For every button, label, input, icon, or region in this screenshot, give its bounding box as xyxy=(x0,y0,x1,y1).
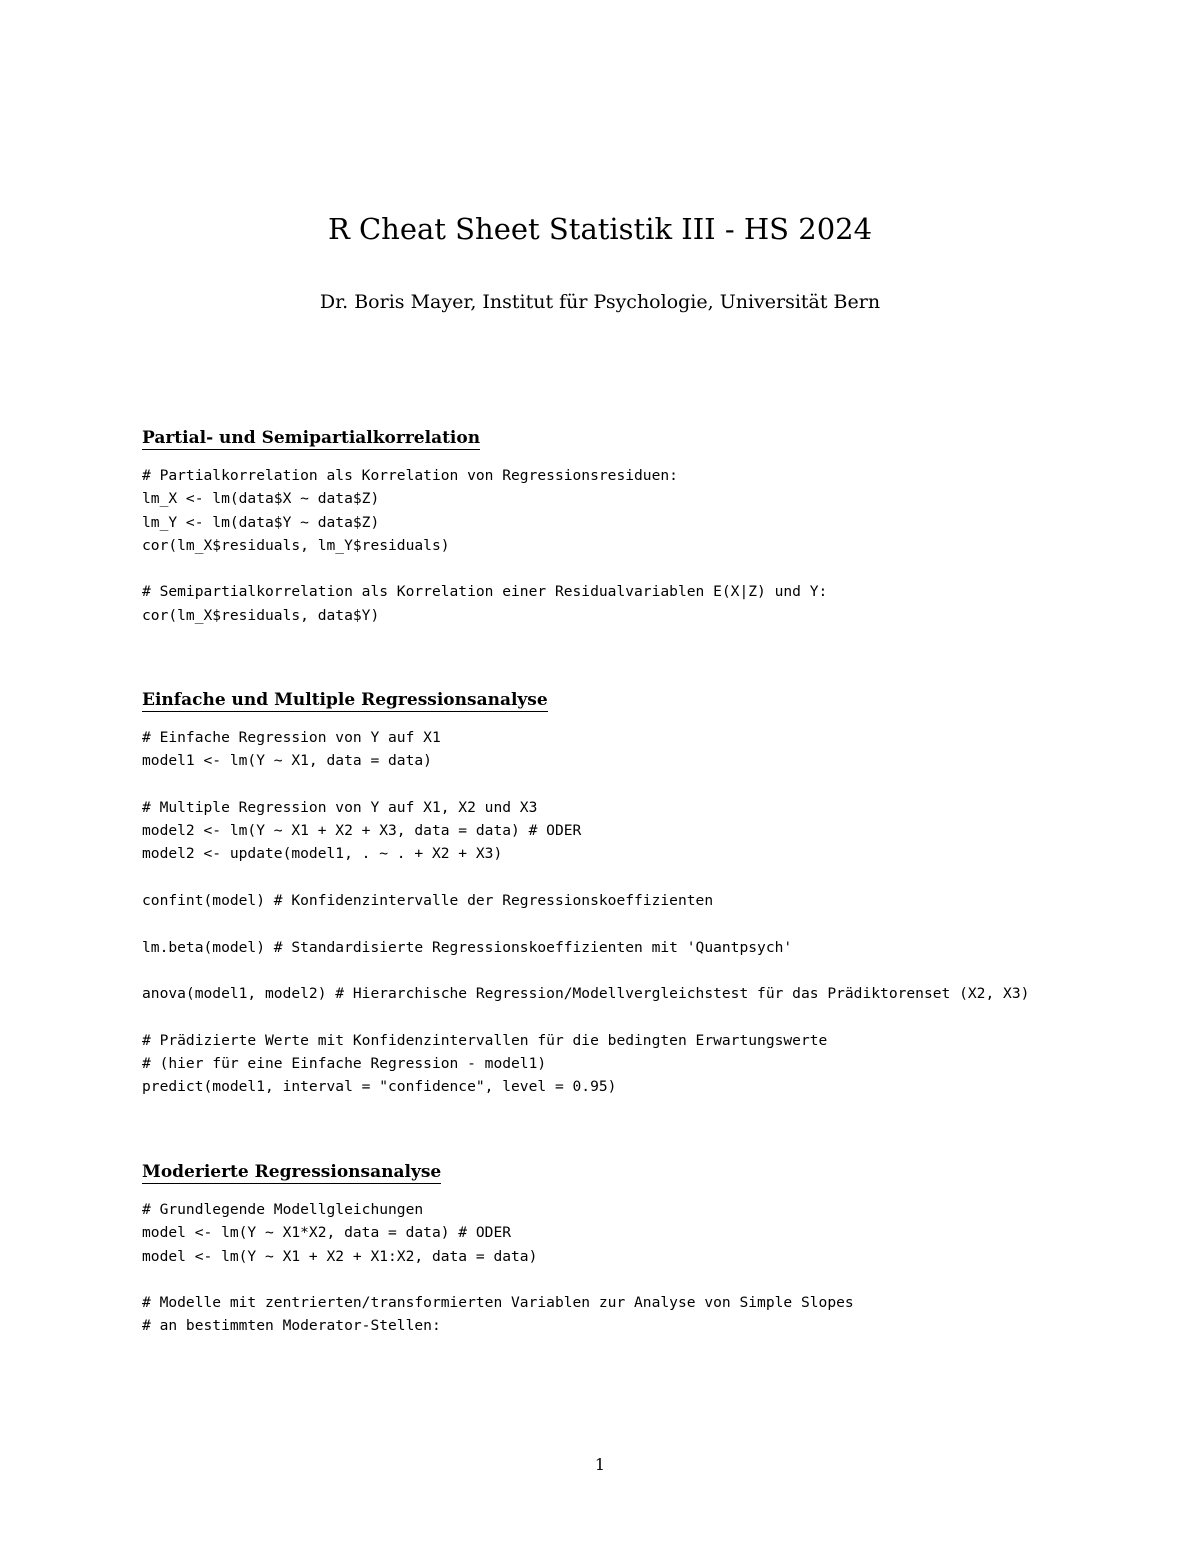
code-block-moderierte-regression xyxy=(142,1198,854,1338)
document-author: Dr. Boris Mayer, Institut für Psychologie, Universität Bern xyxy=(319,291,881,313)
code-line: anova(model1, model2) # Hierarchische Regression/Modellvergleichstest für das Prädiktorenset (X2, X3) xyxy=(142,985,1030,1003)
code-block-partialkorrelation xyxy=(142,464,827,627)
code-line xyxy=(142,1006,1029,1029)
code-line: lm_X <- lm(data$X ~ data$Z) xyxy=(142,490,380,508)
code-line: # Grundlegende Modellgleichungen xyxy=(142,1201,424,1218)
code-line: # Semipartialkorrelation als Korrelation einer Residualvariablen E(X|Z) und Y: xyxy=(142,583,828,601)
code-line: # Multiple Regression von Y auf X1, X2 und X3 xyxy=(142,798,538,816)
code-line xyxy=(142,773,1029,796)
code-line xyxy=(142,959,1029,982)
code-line: # Modelle mit zentrierten/transformierten Variablen zur Analyse von Simple Slopes xyxy=(142,1294,854,1312)
code-line xyxy=(142,557,827,580)
code-line xyxy=(142,1268,854,1291)
code-line: # an bestimmten Moderator-Stellen: xyxy=(142,1317,441,1335)
document-title: R Cheat Sheet Statistik III - HS 2024 xyxy=(327,212,873,246)
code-line xyxy=(142,912,1029,935)
code-line: # Einfache Regression von Y auf X1 xyxy=(142,729,441,746)
code-line: model2 <- lm(Y ~ X1 + X2 + X3, data = data) # ODER xyxy=(142,822,582,840)
page-number: 1 xyxy=(594,1455,606,1474)
code-line: model <- lm(Y ~ X1*X2, data = data) # ODER xyxy=(142,1224,512,1242)
code-line: confint(model) # Konfidenzintervalle der Regressionskoeffizienten xyxy=(142,892,714,910)
section-heading-regressionsanalyse: Einfache und Multiple Regressionsanalyse xyxy=(142,690,548,710)
code-line: lm_Y <- lm(data$Y ~ data$Z) xyxy=(142,513,380,531)
code-line: # (hier für eine Einfache Regression - model1) xyxy=(142,1055,547,1073)
code-line: cor(lm_X$residuals, lm_Y$residuals) xyxy=(142,536,450,554)
code-line: model <- lm(Y ~ X1 + X2 + X1:X2, data = data) xyxy=(142,1247,538,1265)
section-heading-moderierte-regression: Moderierte Regressionsanalyse xyxy=(142,1162,442,1182)
code-line xyxy=(142,866,1029,889)
code-line: cor(lm_X$residuals, data$Y) xyxy=(142,606,380,624)
code-line: predict(model1, interval = "confidence", level = 0.95) xyxy=(142,1078,617,1096)
code-line: lm.beta(model) # Standardisierte Regressionskoeffizienten mit 'Quantpsych' xyxy=(142,938,793,956)
code-line: model2 <- update(model1, . ~ . + X2 + X3) xyxy=(142,845,503,863)
section-heading-partialkorrelation: Partial- und Semipartialkorrelation xyxy=(142,428,481,448)
code-line: model1 <- lm(Y ~ X1, data = data) xyxy=(142,752,432,770)
code-line: # Prädizierte Werte mit Konfidenzintervallen für die bedingten Erwartungswerte xyxy=(142,1031,828,1049)
code-line: # Partialkorrelation als Korrelation von Regressionsresiduen: xyxy=(142,467,678,484)
code-block-regressionsanalyse xyxy=(142,726,1029,1099)
